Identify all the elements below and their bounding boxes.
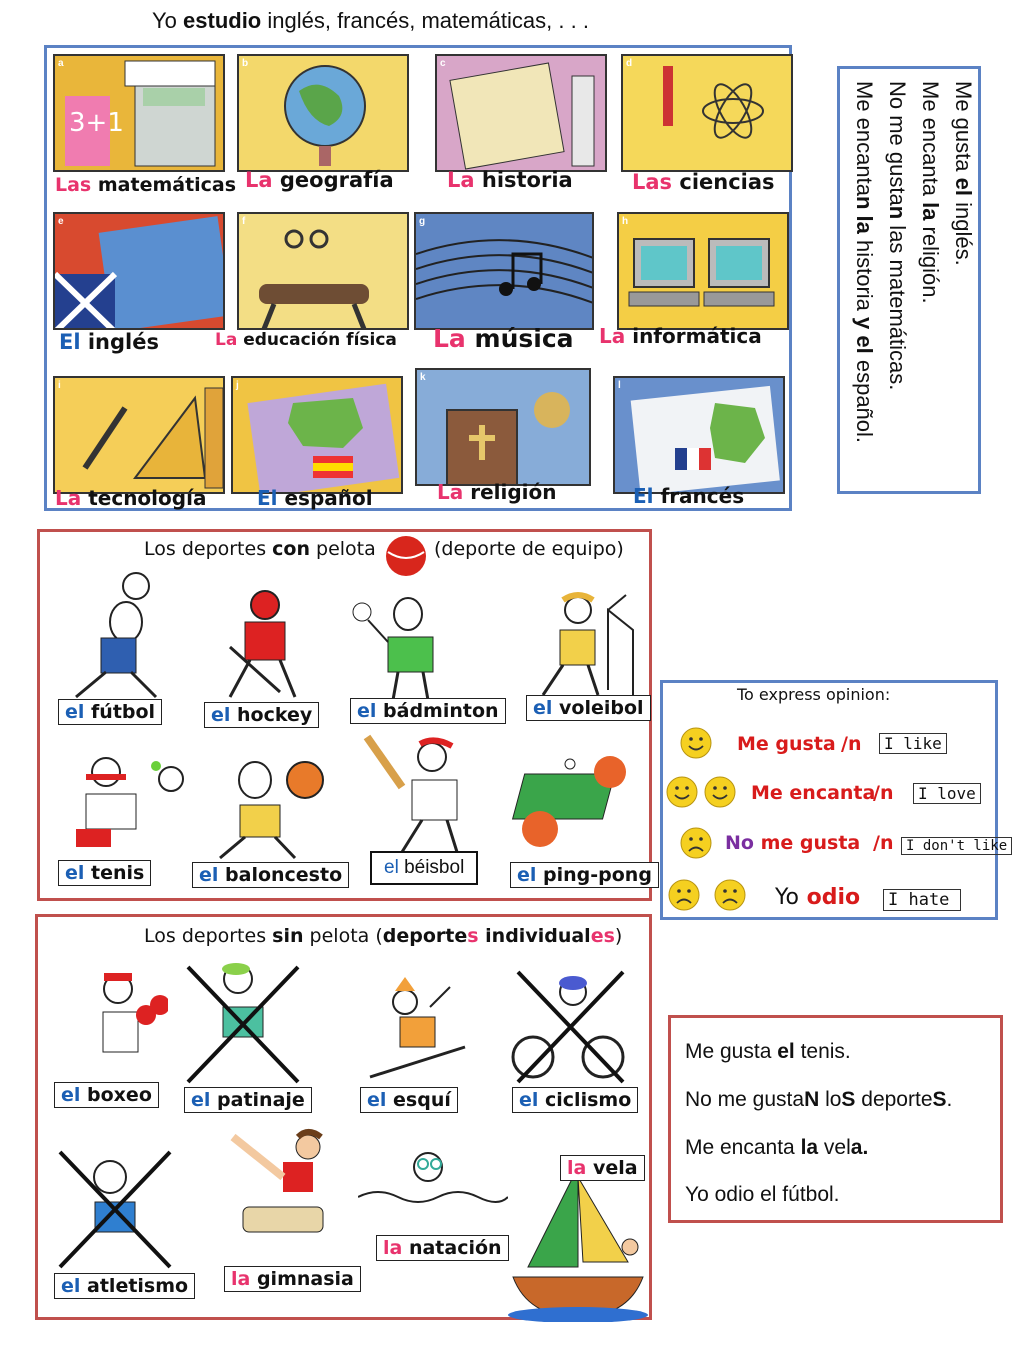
tile-ciencias [621,54,793,172]
opinion-suffix: /n [873,832,894,854]
music-notes-icon [416,214,594,330]
tile-letter: i [58,380,61,391]
sport-tag: el ciclismo [512,1087,638,1113]
tile-historia [435,54,607,172]
meaning-tag: I hate [883,889,961,911]
cyclist-icon [508,967,628,1087]
football-player-icon [56,572,166,702]
opinion-phrase: Me encanta [751,782,876,804]
globe-icon [239,56,409,172]
sport-tag: el béisbol [370,851,478,885]
subjects-panel [44,45,792,511]
opinion-suffix: /n [841,733,862,755]
tile-letter: c [440,58,446,69]
subject-label: La religión [437,480,557,504]
gymnast-icon [203,1127,343,1247]
vertical-sentences [848,81,980,491]
meaning-tag: I don't like [901,837,1012,855]
sport-tag: la gimnasia [224,1266,361,1292]
opinion-phrase: Me gusta [737,733,836,755]
tile-ingles [53,212,225,330]
tile-matematicas [53,54,225,172]
tile-letter: j [236,380,239,391]
hockey-player-icon [210,587,310,702]
sport-tag: el hockey [204,702,319,728]
subject-label: La geografía [245,168,394,192]
gym-horse-icon [239,214,409,330]
tile-religion [415,368,591,486]
tile-letter: l [618,380,621,391]
subject-label: La historia [447,168,573,192]
subject-label: La tecnología [55,486,207,510]
swimmer-icon [358,1147,508,1217]
subject-label: La música [433,324,574,353]
opinion-phrase: Yo odio [775,885,861,910]
subject-label: Las ciencias [632,170,775,194]
skier-icon [360,977,470,1087]
sports-with-ball-panel [37,529,652,901]
tile-letter: e [58,216,64,227]
example-sentence: Yo odio el fútbol. [685,1183,840,1206]
frown-icon [679,826,713,860]
sentence: Me encanta la religión. [918,81,943,304]
ruler-icon [55,378,225,494]
opinion-panel [660,680,1008,920]
tile-letter: g [419,216,426,227]
subject-label: Las matemáticas [55,174,237,196]
subject-label: El inglés [59,330,159,354]
frown-icon [713,878,747,912]
smile-icon [665,775,699,809]
svg-text:3+1: 3+1 [69,108,124,138]
example-sentence: Me gusta el tenis. [685,1040,851,1063]
smile-icon [679,726,713,760]
tile-frances [613,376,785,494]
volleyball-player-icon [508,590,638,702]
sport-tag: el tenis [58,860,151,886]
tile-educacion-fisica [237,212,409,330]
tile-informatica [617,212,789,330]
example-sentence: Me encanta la vela. [685,1136,869,1159]
meaning-tag: I love [913,783,981,804]
sport-tag: la natación [376,1235,509,1261]
smile-icon [703,775,737,809]
athlete-icon [50,1142,180,1272]
section-subtitle: (deporte de equipo) [434,538,624,560]
subject-label: El francés [633,484,745,508]
sport-tag: el baloncesto [192,862,349,888]
sport-tag: la vela [560,1155,645,1181]
tile-espanol [231,376,403,494]
spain-map-icon [233,378,403,494]
france-map-icon [615,378,785,494]
tile-geografia [237,54,409,172]
sport-tag: el ping-pong [510,862,659,888]
sport-tag: el atletismo [54,1273,195,1299]
tile-letter: h [622,216,629,227]
sentence: No me gustan las matemáticas. [885,81,910,391]
ping-pong-icon [510,754,640,859]
atom-icon [623,56,793,172]
tile-letter: b [242,58,249,69]
tennis-player-icon [46,754,186,859]
boxer-icon [68,967,168,1077]
basketball-player-icon [195,750,325,860]
tile-tecnologia [53,376,225,494]
examples-panel [668,1015,1003,1223]
vertical-sentences-box [837,66,981,494]
sport-tag: el boxeo [54,1082,159,1108]
computer-icon [619,214,789,330]
meaning-tag: I like [879,733,947,754]
opinion-heading: To express opinion: [737,685,891,704]
skater-icon [178,957,308,1087]
sailboat-icon [508,1157,648,1322]
subject-label: La educación física [215,330,397,350]
sentence: Me gusta el inglés. [951,81,976,266]
tile-musica [414,212,594,330]
opinion-suffix: /n [873,782,894,804]
sports-without-ball-panel [35,914,652,1320]
example-sentence: No me gustaN loS deporteS. [685,1088,953,1111]
ball-icon [382,534,430,578]
badminton-player-icon [348,592,468,702]
subject-label: El español [257,486,373,510]
sentence: Me encantan la historia y el español. [852,81,877,444]
sport-tag: el fútbol [58,699,162,725]
sport-tag: el patinaje [184,1087,312,1113]
frown-icon [667,878,701,912]
baseball-player-icon [362,732,472,857]
tile-letter: d [626,58,633,69]
sport-tag: el bádminton [350,698,506,724]
calculator-icon [55,56,225,172]
opinion-phrase: No me gusta [725,832,861,854]
section-title: Los deportes con pelota [144,538,376,560]
bible-icon [417,370,591,486]
section-title: Los deportes sin pelota (deportes individuales) [144,925,623,947]
page-title: Yo estudio inglés, francés, matemáticas, . . . [152,8,589,33]
subject-label: La informática [599,324,762,348]
tile-letter: a [58,58,64,69]
scroll-icon [437,56,607,172]
tile-letter: k [420,372,426,383]
tile-letter: f [242,216,246,227]
book-icon [55,214,225,330]
sport-tag: el voleibol [526,695,651,721]
sport-tag: el esquí [360,1087,458,1113]
